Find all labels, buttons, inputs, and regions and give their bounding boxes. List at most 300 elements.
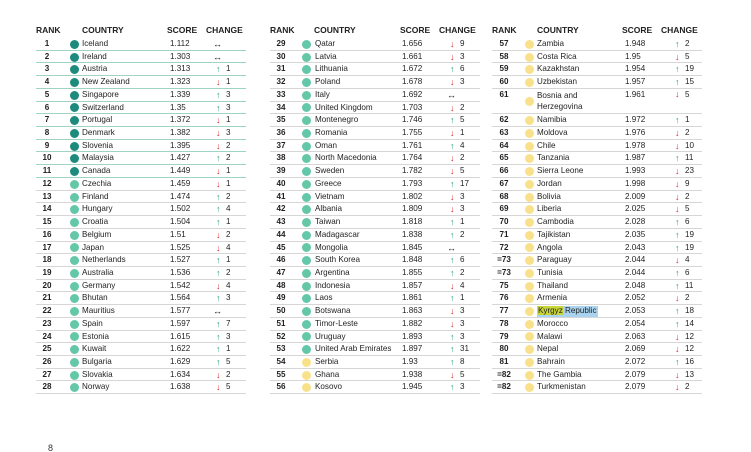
change-cell: 4 [226,280,231,290]
rank-cell: 6 [44,102,50,112]
peace-level-dot-icon [302,167,311,176]
table-row [36,242,246,255]
arrow-down-icon: ↓ [450,102,455,113]
country-cell: Spain [82,318,103,328]
score-cell: 1.597 [170,318,191,328]
country-cell: Turkmenistan [537,382,586,392]
table-row [492,191,702,204]
rank-cell: 24 [42,331,52,341]
table-row [492,369,702,382]
country-cell: Vietnam [315,191,345,201]
rank-cell: 52 [276,331,286,341]
table-row [36,229,246,242]
score-cell: 1.577 [170,306,191,316]
country-cell: Bhutan [82,293,108,303]
change-cell: 3 [460,382,465,392]
rank-cell: 38 [276,153,286,163]
table-row [492,114,702,127]
table-row [36,305,246,318]
table-row [270,203,480,216]
score-cell: 1.427 [170,153,191,163]
change-cell: 1 [226,64,231,74]
rank-cell: 45 [276,242,286,252]
arrow-up-icon: ↑ [675,242,680,253]
score-cell: 1.882 [402,318,423,328]
country-cell [537,306,598,317]
rank-cell: 15 [42,217,52,227]
header-country: COUNTRY [314,25,356,35]
peace-level-dot-icon [302,142,311,151]
score-cell: 1.536 [170,267,191,277]
score-cell: 1.893 [402,331,423,341]
table-row [270,165,480,178]
country-highlight-part: Kyrgyz [538,306,563,316]
country-cell: Greece [315,178,342,188]
country-cell: Namibia [537,115,567,125]
country-cell: Thailand [537,280,569,290]
change-cell: 1 [226,344,231,354]
arrow-down-icon: ↓ [450,204,455,215]
arrow-up-icon: ↑ [450,293,455,304]
change-cell: 3 [460,306,465,316]
change-cell: 11 [685,153,694,163]
score-cell: 2.063 [625,331,646,341]
rank-cell: 62 [499,115,509,125]
table-row [36,178,246,191]
score-cell: 1.972 [625,115,646,125]
rank-cell: 5 [44,89,50,99]
score-cell: 1.459 [170,178,191,188]
country-cell: Bahrain [537,356,565,366]
table-row [270,127,480,140]
score-cell: 1.615 [170,331,191,341]
change-cell: 14 [685,318,695,328]
country-cell: Slovenia [82,140,114,150]
no-change-icon: ↔ [213,39,222,49]
rank-cell: 56 [276,382,286,392]
country-cell: Botswana [315,306,351,316]
country-cell: Norway [82,382,110,392]
table-row [270,280,480,293]
country-cell: New Zealand [82,77,130,87]
rank-cell: 14 [42,204,52,214]
rank-cell: 43 [276,217,286,227]
change-cell: 4 [460,280,465,290]
table-row [36,127,246,140]
country-cell: Bulgaria [82,356,112,366]
rank-cell: 72 [499,242,509,252]
change-cell: 5 [460,369,465,379]
change-cell: 1 [226,217,231,227]
rank-cell: 10 [42,153,52,163]
peace-level-dot-icon [525,231,534,240]
country-cell: The Gambia [537,369,582,379]
table-row [492,343,702,356]
arrow-up-icon: ↑ [675,229,680,240]
peace-level-dot-icon [302,332,311,341]
rank-cell: 26 [42,356,52,366]
country-cell: Laos [315,293,333,303]
score-cell: 1.764 [402,153,423,163]
change-cell: 19 [685,229,695,239]
peace-level-dot-icon [302,116,311,125]
score-cell: 1.897 [402,344,423,354]
change-cell: 19 [685,64,695,74]
table-row [492,63,702,76]
country-cell: Costa Rica [537,51,577,61]
table-row [492,216,702,229]
rank-cell: 36 [276,128,286,138]
peace-level-dot-icon [525,97,534,106]
table-row [36,254,246,267]
table-row [270,305,480,318]
change-cell: 3 [226,293,231,303]
rank-cell: 44 [276,229,286,239]
rank-cell: 75 [499,280,509,290]
row-divider [492,393,702,394]
score-cell: 1.957 [625,77,646,87]
no-change-icon: ↔ [447,89,456,100]
arrow-down-icon: ↓ [675,331,680,342]
rank-cell: 11 [42,166,52,176]
peace-level-dot-icon [525,320,534,329]
rank-cell: 81 [499,356,509,366]
arrow-up-icon: ↑ [216,204,221,215]
arrow-down-icon: ↓ [216,128,221,139]
rank-cell: 19 [42,267,52,277]
score-cell: 2.079 [625,369,646,379]
header-change: CHANGE [439,25,476,35]
peace-level-dot-icon [70,307,79,316]
score-cell: 1.474 [170,191,191,201]
score-cell: 1.782 [402,166,423,176]
arrow-up-icon: ↑ [450,140,455,151]
peace-level-dot-icon [70,294,79,303]
country-cell: Sierra Leone [537,166,584,176]
score-cell: 1.954 [625,64,646,74]
peace-level-dot-icon [70,371,79,380]
arrow-up-icon: ↑ [216,191,221,202]
score-cell: 2.054 [625,318,646,328]
table-row [36,51,246,64]
score-cell: 1.629 [170,356,191,366]
rank-cell: =73 [497,267,511,277]
peace-level-dot-icon [70,282,79,291]
peace-level-dot-icon [70,65,79,74]
peace-level-dot-icon [525,154,534,163]
score-cell: 2.044 [625,267,646,277]
table-row [36,89,246,102]
table-row [36,140,246,153]
arrow-down-icon: ↓ [675,344,680,355]
score-cell: 1.746 [402,115,423,125]
rank-cell: 65 [499,153,509,163]
score-cell: 1.845 [402,242,423,252]
arrow-up-icon: ↑ [675,267,680,278]
table-row [270,229,480,242]
rank-cell: 30 [276,51,286,61]
change-cell: 1 [226,166,231,176]
rank-cell: 17 [42,242,52,252]
arrow-down-icon: ↓ [216,178,221,189]
score-cell: 1.525 [170,242,191,252]
arrow-up-icon: ↑ [216,318,221,329]
peace-level-dot-icon [70,256,79,265]
score-cell: 1.656 [402,39,423,48]
arrow-up-icon: ↑ [216,344,221,355]
peace-level-dot-icon [302,193,311,202]
change-cell: 1 [226,255,231,265]
change-cell: 31 [460,344,470,354]
score-cell: 1.863 [402,306,423,316]
country-cell: Qatar [315,39,336,48]
change-cell: 4 [226,204,231,214]
table-row [36,216,246,229]
change-cell: 12 [685,331,695,341]
arrow-down-icon: ↓ [675,382,680,393]
header-rank: RANK [36,25,61,35]
score-cell: 1.802 [402,191,423,201]
peace-level-dot-icon [302,383,311,392]
peace-level-dot-icon [525,269,534,278]
country-cell [537,90,582,112]
peace-level-dot-icon [70,78,79,87]
rank-cell: 49 [276,293,286,303]
table-column-3 [492,22,702,394]
change-cell: 5 [685,51,690,61]
peace-level-dot-icon [70,129,79,138]
rank-cell: 23 [42,318,52,328]
country-cell: Hungary [82,204,113,214]
country-cell: Mauritius [82,306,115,316]
rank-cell: 13 [42,191,52,201]
peace-level-dot-icon [302,91,311,100]
change-cell: 5 [460,166,465,176]
peace-level-dot-icon [525,243,534,252]
score-cell: 1.313 [170,64,191,74]
rank-cell: 1 [44,39,50,48]
rank-cell: 40 [276,178,286,188]
country-cell: Oman [315,140,338,150]
country-cell: Estonia [82,331,109,341]
peace-level-dot-icon [302,40,311,49]
score-cell: 1.998 [625,178,646,188]
peace-level-dot-icon [525,218,534,227]
peace-level-dot-icon [525,205,534,214]
rank-cell: 20 [42,280,52,290]
change-cell: 3 [226,89,231,99]
change-cell: 7 [226,318,231,328]
rank-cell: 39 [276,166,286,176]
score-cell: 1.857 [402,280,423,290]
table-row [492,76,702,89]
country-cell: United Kingdom [315,102,373,112]
arrow-up-icon: ↑ [675,306,680,317]
country-cell: Moldova [537,128,568,138]
table-row [36,369,246,382]
score-cell: 1.323 [170,77,191,87]
arrow-down-icon: ↓ [450,318,455,329]
score-cell: 2.035 [625,229,646,239]
change-cell: 2 [685,128,690,138]
rank-cell: 77 [499,306,509,316]
peace-level-dot-icon [302,218,311,227]
row-divider [36,393,246,394]
score-cell: 1.339 [170,89,191,99]
score-cell: 1.95 [625,51,641,61]
peace-level-dot-icon [70,40,79,49]
change-cell: 3 [460,51,465,61]
table-row [36,165,246,178]
peace-level-dot-icon [525,282,534,291]
arrow-up-icon: ↑ [450,331,455,342]
change-cell: 8 [460,356,465,366]
country-cell: Malaysia [82,153,114,163]
arrow-up-icon: ↑ [216,331,221,342]
score-cell: 1.945 [402,382,423,392]
score-cell: 1.793 [402,178,423,188]
change-cell: 1 [226,178,231,188]
table-row [36,280,246,293]
arrow-down-icon: ↓ [675,166,680,177]
rank-cell: 2 [44,51,50,61]
rank-cell: 16 [42,229,52,239]
rank-cell: 57 [499,39,509,48]
rank-cell: 51 [276,318,286,328]
rank-cell: 32 [276,77,286,87]
country-cell: Tajikistan [537,229,571,239]
table-row [492,331,702,344]
change-cell: 9 [460,39,465,48]
arrow-down-icon: ↓ [675,191,680,202]
rank-cell: =73 [497,255,511,265]
change-cell: 16 [685,356,695,366]
country-cell: Liberia [537,204,562,214]
peace-level-dot-icon [302,294,311,303]
rank-cell: 41 [276,191,286,201]
arrow-up-icon: ↑ [216,293,221,304]
country-cell: Netherlands [82,255,126,265]
change-cell: 5 [685,204,690,214]
country-cell: Australia [82,267,114,277]
table-row [492,242,702,255]
table-row [492,51,702,64]
score-cell: 1.809 [402,204,423,214]
change-cell: 3 [460,331,465,341]
arrow-down-icon: ↓ [216,166,221,177]
change-cell: 4 [226,242,231,252]
header-score: SCORE [167,25,198,35]
peace-level-dot-icon [525,167,534,176]
peace-level-dot-icon [525,40,534,49]
peace-level-dot-icon [525,307,534,316]
country-cell: Madagascar [315,229,360,239]
arrow-up-icon: ↑ [450,356,455,367]
arrow-down-icon: ↓ [450,306,455,317]
score-cell: 1.818 [402,217,423,227]
score-cell: 1.961 [625,89,646,99]
peace-level-dot-icon [70,345,79,354]
change-cell: 13 [685,369,695,379]
country-cell: Denmark [82,128,115,138]
change-cell: 5 [226,382,231,392]
rank-cell: 33 [276,89,286,99]
arrow-up-icon: ↑ [675,153,680,164]
peace-level-dot-icon [70,218,79,227]
rank-cell: 55 [276,369,286,379]
header-change: CHANGE [661,25,698,35]
change-cell: 11 [685,280,694,290]
table-row [270,318,480,331]
peace-level-dot-icon [302,53,311,62]
rank-cell: 64 [499,140,509,150]
peace-level-dot-icon [525,294,534,303]
country-cell: Germany [82,280,116,290]
peace-level-dot-icon [525,180,534,189]
change-cell: 1 [460,293,465,303]
arrow-up-icon: ↑ [450,217,455,228]
peace-level-dot-icon [302,358,311,367]
column-header [36,22,246,38]
peace-level-dot-icon [70,154,79,163]
rank-cell: 61 [499,89,509,99]
arrow-up-icon: ↑ [675,64,680,75]
score-cell: 1.948 [625,39,646,48]
score-cell: 1.303 [170,51,191,61]
rank-cell: 28 [42,382,52,392]
score-cell: 2.009 [625,191,646,201]
arrow-down-icon: ↓ [216,77,221,88]
rank-cell: 58 [499,51,509,61]
table-row [270,152,480,165]
score-cell: 2.048 [625,280,646,290]
score-cell: 1.502 [170,204,191,214]
rank-cell: 66 [499,166,509,176]
table-row [492,280,702,293]
change-cell: 2 [685,293,690,303]
table-row [270,51,480,64]
table-row [36,38,246,51]
table-row [36,267,246,280]
table-row [492,267,702,280]
change-cell: 1 [685,115,690,125]
table-column-2 [270,22,480,394]
change-cell: 2 [226,191,231,201]
peace-level-dot-icon [525,256,534,265]
country-cell: Zambia [537,39,564,48]
table-row [36,114,246,127]
change-cell: 1 [226,115,231,125]
change-cell: 6 [685,217,690,227]
table-row [270,292,480,305]
arrow-up-icon: ↑ [675,217,680,228]
score-cell: 1.703 [402,102,423,112]
change-cell: 19 [685,242,695,252]
arrow-down-icon: ↓ [675,255,680,266]
arrow-down-icon: ↓ [216,229,221,240]
arrow-up-icon: ↑ [216,217,221,228]
table-row [36,356,246,369]
arrow-up-icon: ↑ [450,382,455,393]
peace-level-dot-icon [70,180,79,189]
change-cell: 18 [685,306,695,316]
country-cell: Morocco [537,318,569,328]
score-cell: 2.043 [625,242,646,252]
rank-cell: 4 [44,77,50,87]
rank-cell: 21 [42,293,52,303]
table-row [270,114,480,127]
rank-cell: 53 [276,344,286,354]
